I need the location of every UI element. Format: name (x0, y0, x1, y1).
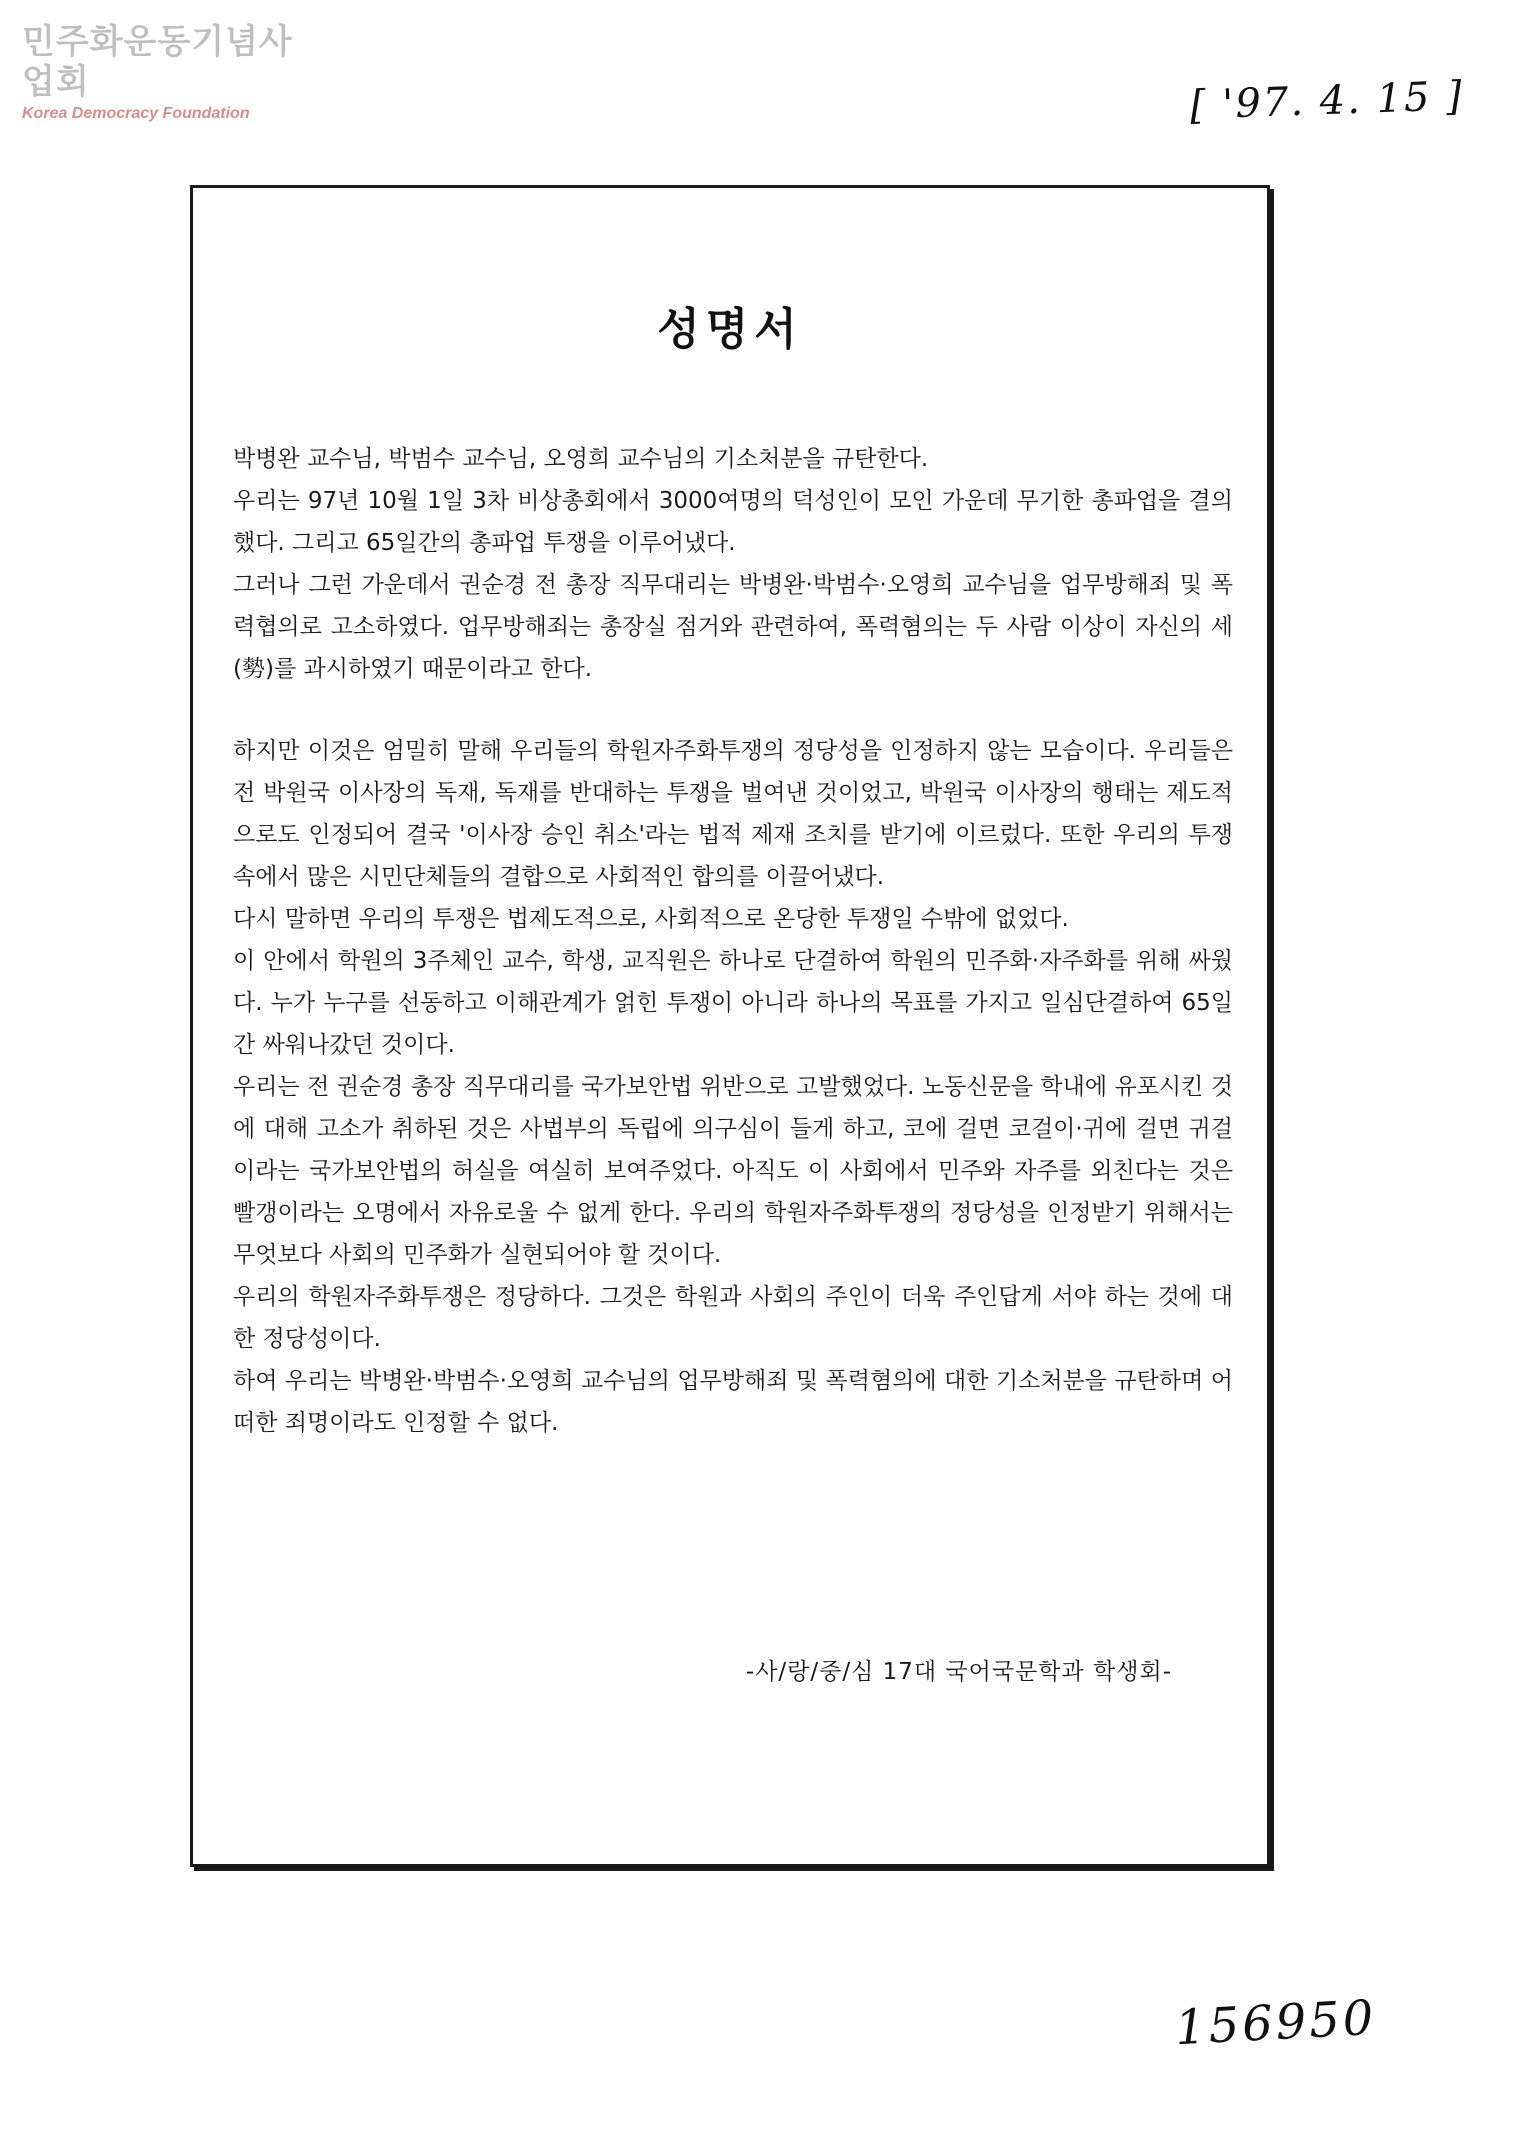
paragraph: 하여 우리는 박병완·박범수·오영희 교수님의 업무방해죄 및 폭력혐의에 대한 기소처분을 규탄하며 어떠한 죄명이라도 인정할 수 없다. (233, 1368, 1233, 1436)
watermark-korean: 민주화운동기념사업회 (22, 22, 293, 102)
watermark-logo (22, 22, 322, 124)
paragraph: 다시 말하면 우리의 투쟁은 법제도적으로, 사회적으로 온당한 투쟁일 수밖에 없었다. (233, 906, 1069, 932)
signature-line: -사/랑/중/심 17대 국어국문학과 학생회- (745, 1659, 1172, 1685)
paragraph: 우리는 전 권순경 총장 직무대리를 국가보안법 위반으로 고발했었다. 노동신문을 학내에 유포시킨 것에 대해 고소가 취하된 것은 사법부의 독립에 의구심이 들게 하고, 코에 걸면 코걸이·귀에 걸면 귀걸이라는 국가보안법의 허실을 여실히 보여주었다. 아직도 이 사회에서 민주와 자주를 외친다는 것은 빨갱이라는 오명에서 자유로울 수 없게 한다. 우리의 학원자주화투쟁의 정당성을 인정받기 위해서는 무엇보다 사회의 민주화가 실현되어야 할 것이다. (233, 1074, 1233, 1268)
handwritten-date: [ '97. 4. 15 ] (1189, 73, 1465, 129)
watermark-english: Korea Democracy Foundation (22, 105, 250, 122)
document-title: 성명서 (657, 304, 803, 355)
paragraph: 우리의 학원자주화투쟁은 정당하다. 그것은 학원과 사회의 주인이 더욱 주인답게 서야 하는 것에 대한 정당성이다. (233, 1284, 1233, 1352)
paragraph: 하지만 이것은 엄밀히 말해 우리들의 학원자주화투쟁의 정당성을 인정하지 않는 모습이다. 우리들은 전 박원국 이사장의 독재, 독재를 반대하는 투쟁을 벌여낸 것이었고, 박원국 이사장의 행태는 제도적으로도 인정되어 결국 '이사장 승인 취소'라는 법적 제재 조치를 받기에 이르렀다. 또한 우리의 투쟁속에서 많은 시민단체들의 결합으로 사회적인 합의를 이끌어냈다. (233, 738, 1233, 890)
paragraph: 그러나 그런 가운데서 권순경 전 총장 직무대리는 박병완·박범수·오영희 교수님을 업무방해죄 및 폭력협의로 고소하였다. 업무방해죄는 총장실 점거와 관련하여, 폭력혐의는 두 사람 이상이 자신의 세(勢)를 과시하였기 때문이라고 한다. (233, 572, 1233, 682)
paragraph: 박병완 교수님, 박범수 교수님, 오영희 교수님의 기소처분을 규탄한다. (233, 446, 929, 472)
handwritten-archive-number: 156950 (1173, 1989, 1378, 2057)
document-body (233, 438, 1233, 1444)
document-frame (190, 185, 1270, 1867)
paragraph: 우리는 97년 10월 1일 3차 비상총회에서 3000여명의 덕성인이 모인 가운데 무기한 총파업을 결의했다. 그리고 65일간의 총파업 투쟁을 이루어냈다. (233, 488, 1233, 556)
paragraph: 이 안에서 학원의 3주체인 교수, 학생, 교직원은 하나로 단결하여 학원의 민주화·자주화를 위해 싸웠다. 누가 누구를 선동하고 이해관계가 얽힌 투쟁이 아니라 하나의 목표를 가지고 일심단결하여 65일간 싸워나갔던 것이다. (233, 948, 1233, 1058)
